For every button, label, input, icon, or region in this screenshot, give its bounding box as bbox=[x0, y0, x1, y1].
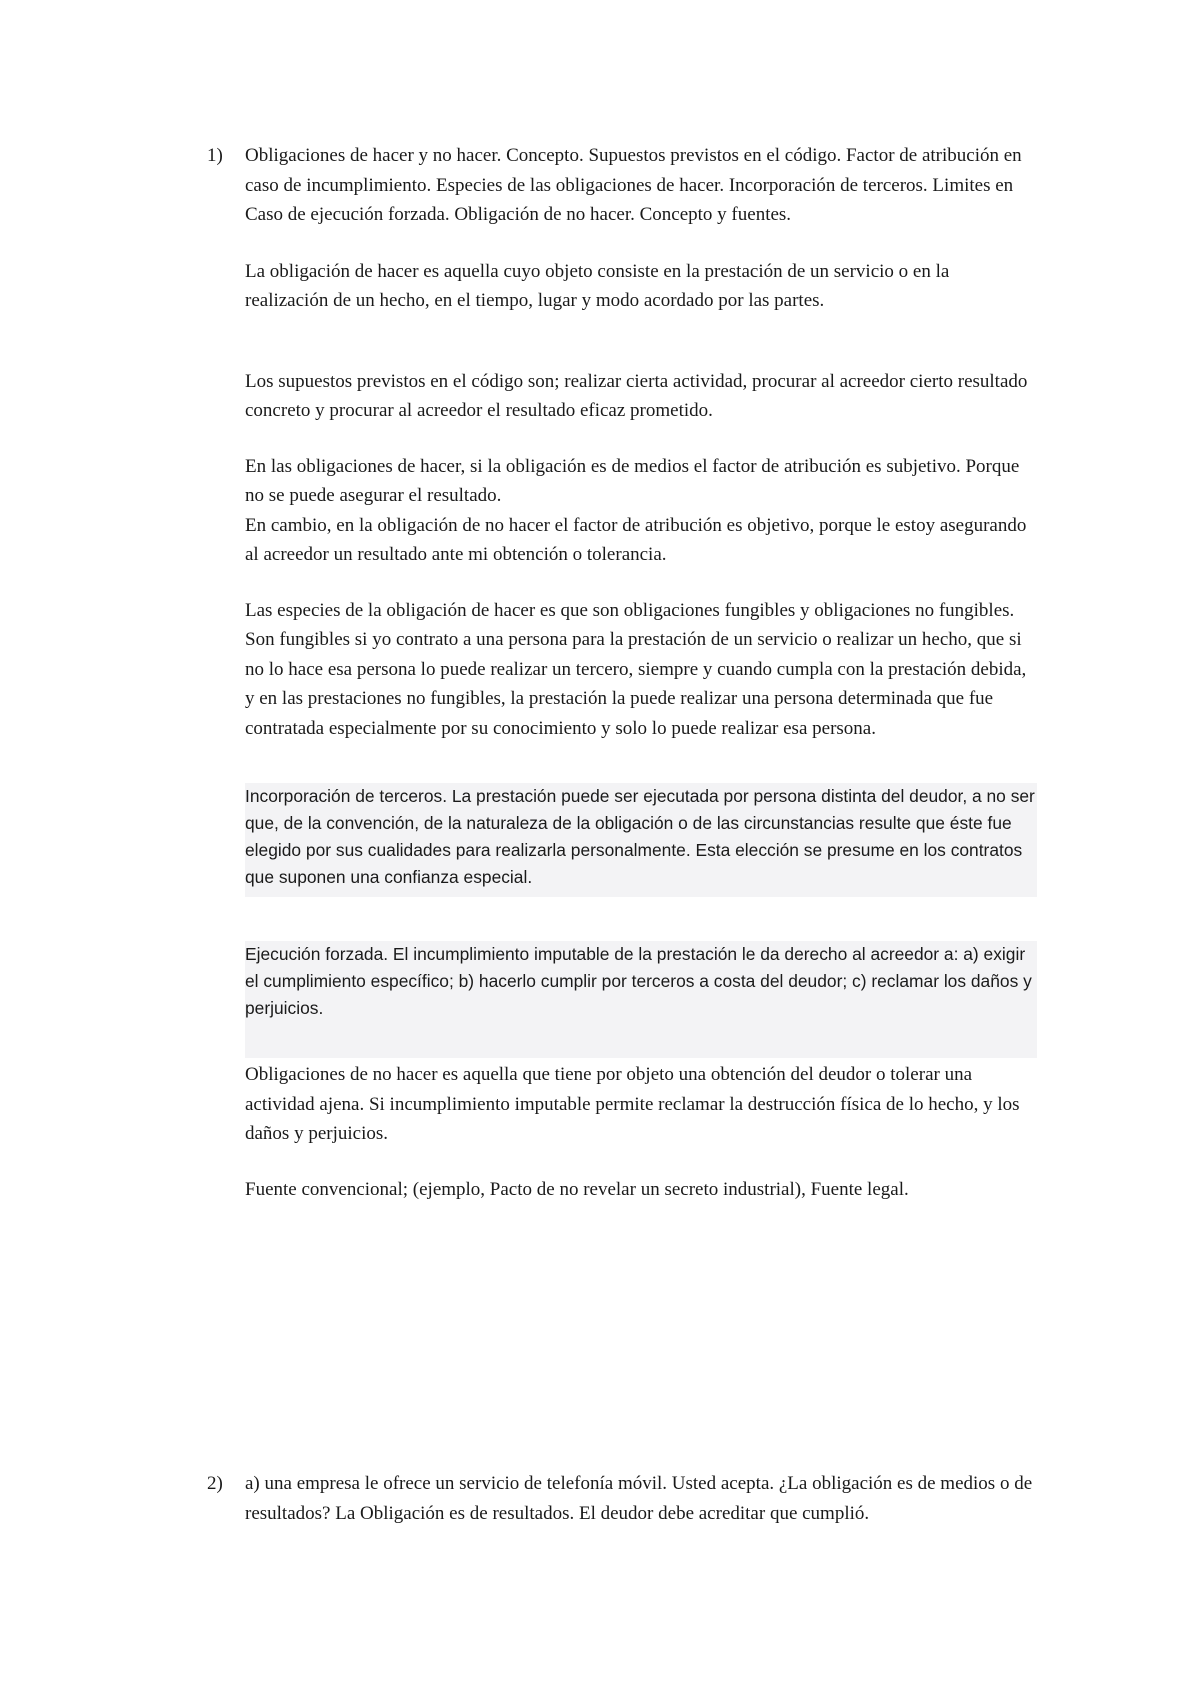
paragraph-fungibles: Son fungibles si yo contrato a una persona para la prestación de un servicio o realizar un hecho, que si no lo hace esa persona lo puede realizar un tercero, siempre y cuando cumpla con la prestación debida, y en las prestaciones no fungibles, la prestación la puede realizar una persona determinada que fue contratada especialmente por su conocimiento y solo lo puede realizar esa persona. bbox=[245, 629, 1027, 739]
box-incorporacion-terceros: Incorporación de terceros. La prestación puede ser ejecutada por persona distinta del deudor, a no ser que, de la convención, de la naturaleza de la obligación o de las circunstancias resulte que éste fue elegido por sus cualidades para realizarla personalmente. Esta elección se presume en los contratos que suponen una confianza especial. bbox=[245, 783, 1037, 897]
question-body bbox=[245, 1469, 1037, 1528]
question-1 bbox=[207, 141, 1037, 1204]
paragraph-concepto: La obligación de hacer es aquella cuyo objeto consiste en la prestación de un servicio o en la realización de un hecho, en el tiempo, lugar y modo acordado por las partes. bbox=[245, 260, 950, 311]
question-heading: Obligaciones de hacer y no hacer. Concepto. Supuestos previstos en el código. Factor de atribución en caso de incumplimiento. Especies de las obligaciones de hacer. Incorporación de terceros. Limites en Caso de ejecución forzada. Obligación de no hacer. Concepto y fuentes. bbox=[245, 145, 1022, 225]
question-2 bbox=[207, 1469, 1037, 1528]
question-2-text: a) una empresa le ofrece un servicio de telefonía móvil. Usted acepta. ¿La obligación es de medios o de resultados? La Obligación es de resultados. El deudor debe acreditar que cumplió. bbox=[245, 1473, 1033, 1524]
paragraph-especies: Las especies de la obligación de hacer es que son obligaciones fungibles y obligaciones no fungibles. bbox=[245, 599, 1015, 621]
question-number: 2) bbox=[207, 1473, 223, 1494]
paragraph-supuestos: Los supuestos previstos en el código son; realizar cierta actividad, procurar al acreedor cierto resultado concreto y procurar al acreedor el resultado eficaz prometido. bbox=[245, 370, 1028, 421]
paragraph-factor-objetivo: En cambio, en la obligación de no hacer el factor de atribución es objetivo, porque le estoy asegurando al acreedor un resultado ante mi obtención o tolerancia. bbox=[245, 514, 1027, 565]
paragraph-no-hacer: Obligaciones de no hacer es aquella que tiene por objeto una obtención del deudor o tolerar una actividad ajena. Si incumplimiento imputable permite reclamar la destrucción física de lo hecho, y los daños y perjuicios. bbox=[245, 1064, 1020, 1144]
question-number: 1) bbox=[207, 145, 223, 166]
question-body bbox=[245, 141, 1037, 1204]
paragraph-factor-subjetivo: En las obligaciones de hacer, si la obligación es de medios el factor de atribución es subjetivo. Porque no se puede asegurar el resultado. bbox=[245, 455, 1020, 506]
paragraph-fuentes: Fuente convencional; (ejemplo, Pacto de no revelar un secreto industrial), Fuente legal. bbox=[245, 1178, 909, 1200]
box-ejecucion-forzada: Ejecución forzada. El incumplimiento imputable de la prestación le da derecho al acreedor a: a) exigir el cumplimiento específico; b) hacerlo cumplir por terceros a costa del deudor; c) reclamar los daños y perjuicios. bbox=[245, 941, 1037, 1058]
